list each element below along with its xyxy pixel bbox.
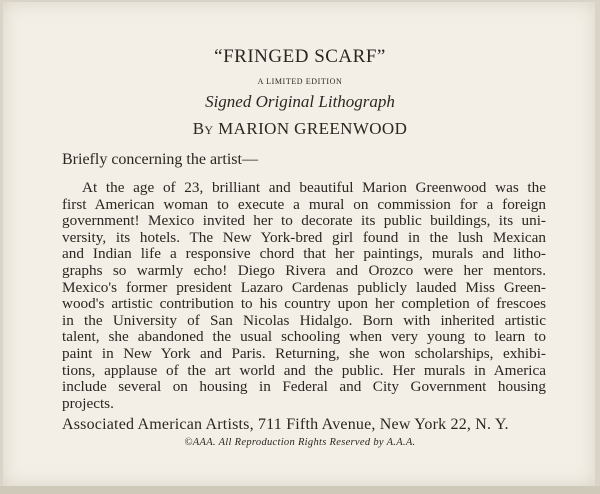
biography-line: graphs so warmly echo! Diego Rivera and Orozco were her mentors.: [62, 261, 546, 279]
artist-name: MARION GREENWOOD: [218, 119, 408, 138]
biography-line: and Indian life a responsive chord that her paintings, murals and litho-: [62, 245, 546, 263]
biography-line: At the age of 23, brilliant and beautiful Marion Greenwood was the: [82, 179, 546, 196]
copyright-notice: ©AAA. All Reproduction Rights Reserved by A.A.A.: [184, 437, 416, 448]
medium-label: Signed Original Lithograph: [205, 92, 395, 111]
biography-line: government! Mexico invited her to decorate its public buildings, its uni-: [62, 212, 546, 230]
paper-bottom-edge: [0, 486, 600, 494]
biography-paragraph: [62, 180, 546, 412]
artwork-title: “FRINGED SCARF”: [214, 46, 386, 67]
intro-line: Briefly concerning the artist—: [62, 151, 258, 168]
biography-line: include several on housing in Federal and City Government housing: [62, 378, 546, 396]
biography-line: wood's artistic contribution to his country upon her completion of frescoes: [62, 295, 546, 313]
biography-line: first American woman to execute a mural on commission for a foreign: [62, 195, 546, 213]
biography-line: versity, its hotels. The New York-bred girl found in the lush Mexican: [62, 228, 546, 246]
publisher-address: Associated American Artists, 711 Fifth Avenue, New York 22, N. Y.: [62, 416, 509, 433]
biography-line: projects.: [62, 394, 114, 412]
biography-line: in the University of San Nicolas Hidalgo. Born with inherited artistic: [62, 311, 546, 329]
biography-line: paint in New York and Paris. Returning, she won scholarships, exhibi-: [62, 344, 546, 362]
edition-label: A LIMITED EDITION: [257, 77, 343, 86]
biography-line: talent, she abandoned the usual schooling when very young to learn to: [62, 328, 546, 346]
artist-byline: [0, 119, 600, 139]
byline-prefix: By: [192, 119, 214, 138]
biography-line: Mexico's former president Lazaro Cardenas publicly lauded Miss Green-: [62, 278, 546, 296]
biography-line: tions, applause of the art world and the public. Her murals in America: [62, 361, 546, 379]
